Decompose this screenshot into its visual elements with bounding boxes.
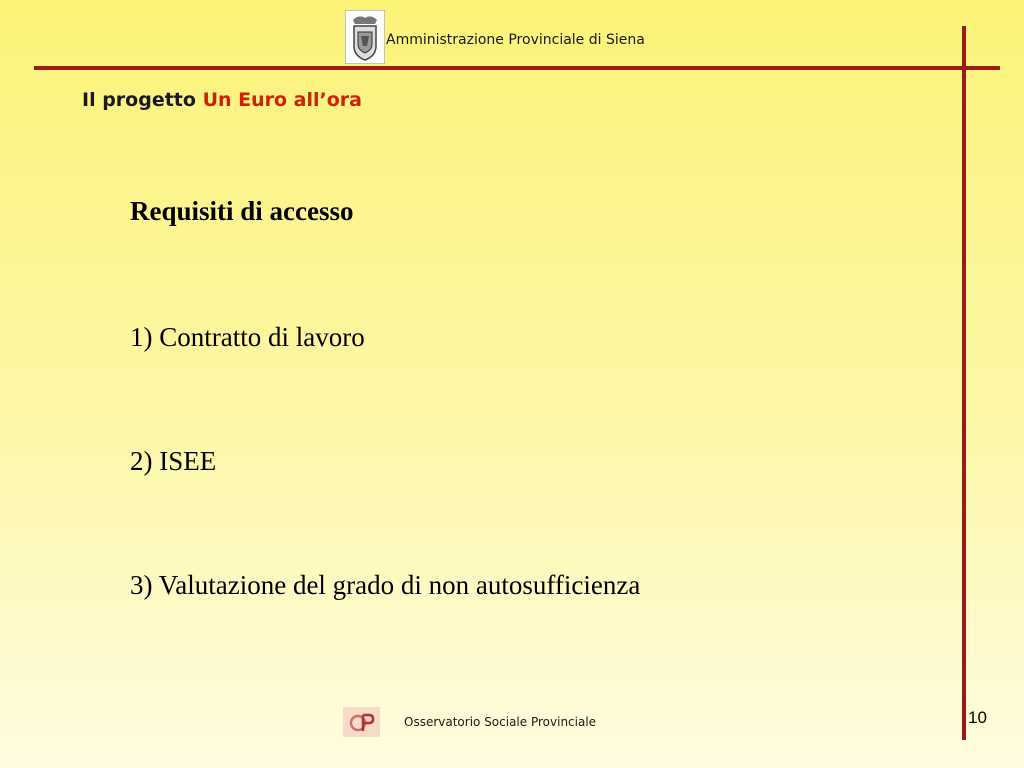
- requirements-heading: Requisiti di accesso: [130, 196, 354, 226]
- page-number: 10: [968, 708, 987, 727]
- organization-name: Amministrazione Provinciale di Siena: [386, 32, 645, 48]
- slide-content: [130, 196, 641, 600]
- requirement-item-1: 1) Contratto di lavoro: [130, 322, 365, 352]
- osp-logo-icon: [343, 707, 380, 737]
- slide-title-highlight: Un Euro all’ora: [202, 89, 362, 111]
- vertical-divider: [962, 26, 966, 740]
- slide-title: [82, 89, 362, 111]
- requirement-item-2: 2) ISEE: [130, 446, 217, 476]
- horizontal-divider: [34, 66, 1000, 70]
- province-coat-of-arms-icon: [345, 10, 385, 64]
- requirement-item-3: 3) Valutazione del grado di non autosufficienza: [130, 570, 641, 600]
- footer-text: Osservatorio Sociale Provinciale: [404, 715, 597, 729]
- slide-title-prefix: Il progetto: [82, 89, 196, 111]
